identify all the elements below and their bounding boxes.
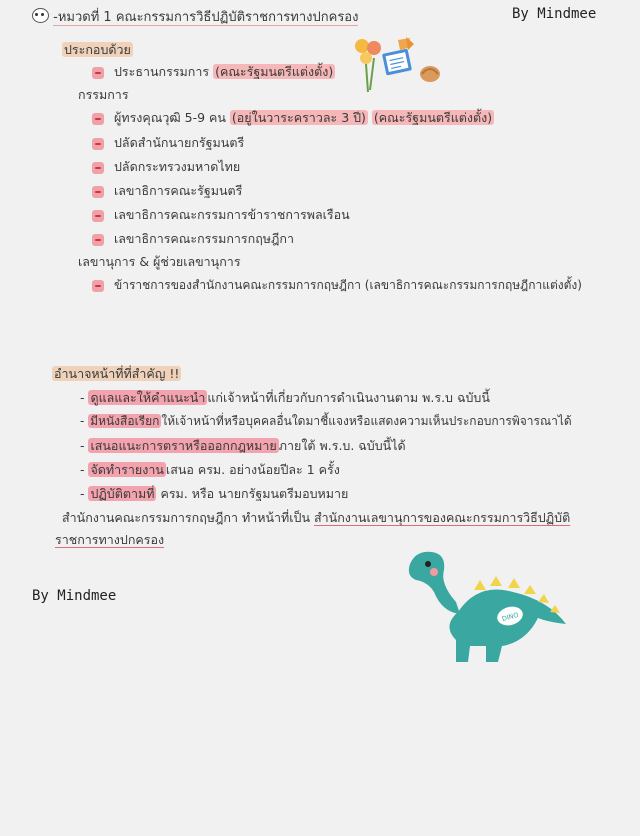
composition-heading-text: ประกอบด้วย xyxy=(64,42,131,57)
composition-heading xyxy=(62,40,133,60)
member-item: ปลัดสำนักนายกรัฐมนตรี xyxy=(92,133,244,153)
office-note-cont: ราชการทางปกครอง xyxy=(55,532,165,547)
bullet-icon xyxy=(92,210,104,222)
panda-icon xyxy=(32,8,49,23)
bullet-icon xyxy=(92,280,104,292)
office-role-highlight: สำนักงานเลขานุการของคณะกรรมการวิธีปฏิบัติ xyxy=(314,510,571,525)
author-credit-bottom: By Mindmee xyxy=(32,588,117,604)
duty-item: - จัดทำรายงาน เสนอ ครม. อย่างน้อยปีละ 1 ครั้ง xyxy=(80,462,340,477)
author-credit-top: By Mindmee xyxy=(512,6,597,22)
bullet-icon xyxy=(92,113,104,125)
dinosaur-sticker xyxy=(398,542,578,668)
duties-heading xyxy=(52,364,181,384)
dino-badge-text: DINO xyxy=(501,610,520,624)
term-highlight: (อยู่ในวาระคราวละ 3 ปี) xyxy=(231,110,366,125)
chair-appointment: (คณะรัฐมนตรีแต่งตั้ง) xyxy=(215,64,334,79)
member-item: ผู้ทรงคุณวุฒิ 5-9 คน (อยู่ในวาระคราวละ 3 ปี) (คณะรัฐมนตรีแต่งตั้ง) xyxy=(92,108,494,128)
bullet-icon xyxy=(92,234,104,246)
member-item: ปลัดกระทรวงมหาดไทย xyxy=(92,157,240,177)
page-title-text: -หมวดที่ 1 คณะกรรมการวิธีปฏิบัติราชการทางปกครอง xyxy=(53,10,359,25)
member-item: เลขาธิการคณะรัฐมนตรี xyxy=(92,181,242,201)
appointment-highlight: (คณะรัฐมนตรีแต่งตั้ง) xyxy=(373,110,493,125)
bullet-icon xyxy=(92,162,104,174)
bullet-icon xyxy=(92,138,104,150)
chair-line xyxy=(92,62,335,82)
duties-heading-text: อำนาจหน้าที่ที่สำคัญ !! xyxy=(54,366,180,381)
member-item: เลขาธิการคณะกรรมการข้าราชการพลเรือน xyxy=(92,205,350,225)
duty-item: - มีหนังสือเรียก ให้เจ้าหน้าที่หรือบุคคลอื่นใดมาชี้แจงหรือแสดงความเห็นประกอบการพิจารณาได้ xyxy=(80,414,572,428)
office-note: สำนักงานคณะกรรมการกฤษฎีกา ทำหน้าที่เป็น สำนักงานเลขานุการของคณะกรรมการวิธีปฏิบัติ xyxy=(62,510,571,525)
secretary-item: ข้าราชการของสำนักงานคณะกรรมการกฤษฎีกา (เลขาธิการคณะกรรมการกฤษฎีกาแต่งตั้ง) xyxy=(92,276,582,295)
duty-item: - ดูแลและให้คำแนะนำ แก่เจ้าหน้าที่เกี่ยวกับการดำเนินงานตาม พ.ร.บ ฉบับนี้ xyxy=(80,390,490,405)
chair-label: ประธานกรรมการ xyxy=(114,64,210,79)
bullet-icon xyxy=(92,67,104,79)
flowers-sticker xyxy=(348,34,444,96)
member-item: เลขาธิการคณะกรรมการกฤษฎีกา xyxy=(92,229,294,249)
duty-item: - ปฏิบัติตามที่ ครม. หรือ นายกรัฐมนตรีมอบหมาย xyxy=(80,486,349,501)
duty-item: - เสนอแนะการตราหรือออกกฎหมาย ภายใต้ พ.ร.บ. ฉบับนี้ได้ xyxy=(80,438,406,453)
secretary-heading: เลขานุการ & ผู้ช่วยเลขานุการ xyxy=(78,254,241,269)
bullet-icon xyxy=(92,186,104,198)
members-heading: กรรมการ xyxy=(78,87,129,102)
page-title xyxy=(32,6,358,27)
